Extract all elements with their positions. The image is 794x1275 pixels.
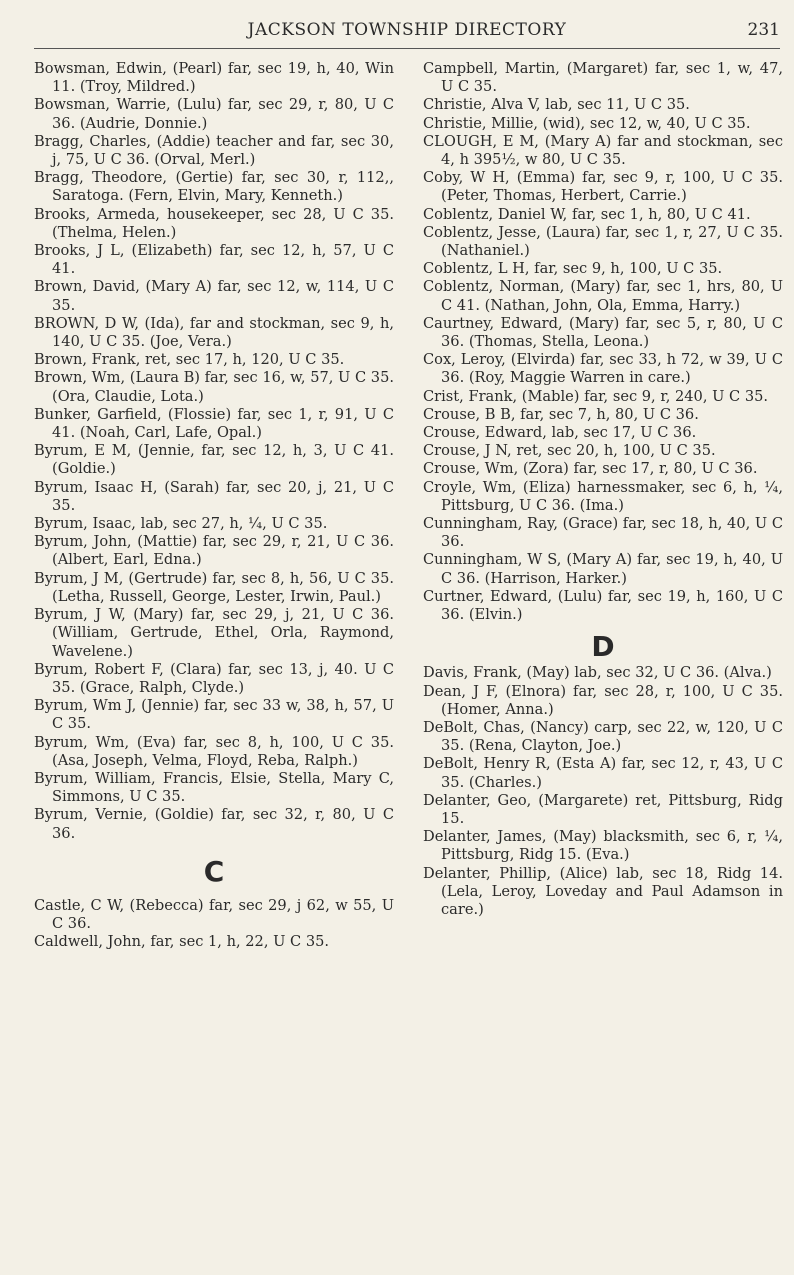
directory-entry: Cox, Leroy, (Elvirda) far, sec 33, h 72, w 39, U C 36. (Roy, Maggie Warren in care.) [423, 351, 783, 387]
directory-entry: Bowsman, Edwin, (Pearl) far, sec 19, h, 40, Win 11. (Troy, Mildred.) [34, 60, 394, 96]
directory-entry: Bragg, Theodore, (Gertie) far, sec 30, r, 112,, Saratoga. (Fern, Elvin, Mary, Kenneth.) [34, 169, 394, 205]
directory-entry: Crouse, B B, far, sec 7, h, 80, U C 36. [423, 405, 699, 423]
directory-entry: DeBolt, Chas, (Nancy) carp, sec 22, w, 120, U C 35. (Rena, Clayton, Joe.) [423, 718, 783, 755]
entries-b-list [34, 60, 394, 843]
right-column [423, 60, 783, 919]
directory-entry: Campbell, Martin, (Margaret) far, sec 1, w, 47, U C 35. [423, 60, 783, 96]
directory-entry: Coblentz, Jesse, (Laura) far, sec 1, r, 27, U C 35. (Nathaniel.) [423, 223, 783, 260]
entries-c-list [34, 897, 394, 952]
directory-entry: Christie, Alva V, lab, sec 11, U C 35. [423, 96, 690, 114]
directory-entry: Delanter, Geo, (Margarete) ret, Pittsburg, Ridg 15. [423, 791, 783, 827]
directory-entry: Castle, C W, (Rebecca) far, sec 29, j 62, w 55, U C 36. [34, 896, 394, 932]
directory-entry: Brooks, Armeda, housekeeper, sec 28, U C 35. (Thelma, Helen.) [34, 205, 394, 241]
directory-entry: Bowsman, Warrie, (Lulu) far, sec 29, r, 80, U C 36. (Audrie, Donnie.) [34, 96, 394, 132]
directory-entry: Curtner, Edward, (Lulu) far, sec 19, h, 160, U C 36. (Elvin.) [423, 587, 783, 624]
directory-entry: Bunker, Garfield, (Flossie) far, sec 1, r, 91, U C 41. (Noah, Carl, Lafe, Opal.) [34, 405, 394, 442]
directory-entry: Brown, Frank, ret, sec 17, h, 120, U C 35. [34, 351, 345, 369]
page-number: 231 [747, 20, 780, 40]
directory-entry: Bragg, Charles, (Addie) teacher and far, sec 30, j, 75, U C 36. (Orval, Merl.) [34, 132, 394, 169]
entries-d-list [423, 664, 783, 919]
directory-entry: Dean, J F, (Elnora) far, sec 28, r, 100, U C 35. (Homer, Anna.) [423, 682, 783, 718]
directory-entry: Byrum, William, Francis, Elsie, Stella, Mary C, Simmons, U C 35. [34, 769, 394, 806]
directory-entry: Crouse, J N, ret, sec 20, h, 100, U C 35. [423, 442, 716, 460]
directory-entry: Byrum, Isaac, lab, sec 27, h, ¼, U C 35. [34, 515, 328, 533]
directory-entry: Davis, Frank, (May) lab, sec 32, U C 36. (Alva.) [423, 664, 772, 682]
section-letter-d: D [591, 630, 615, 664]
directory-entry: Coblentz, Norman, (Mary) far, sec 1, hrs, 80, U C 41. (Nathan, John, Ola, Emma, Harry.) [423, 278, 783, 314]
directory-entry: Christie, Millie, (wid), sec 12, w, 40, U C 35. [423, 114, 751, 132]
directory-entry: Byrum, Wm, (Eva) far, sec 8, h, 100, U C 35. (Asa, Joseph, Velma, Floyd, Reba, Ralph.) [34, 733, 394, 769]
left-column [34, 60, 394, 951]
directory-entry: Crouse, Wm, (Zora) far, sec 17, r, 80, U C 36. [423, 460, 758, 478]
entries-c-continued-list [423, 60, 783, 624]
directory-entry: Coblentz, Daniel W, far, sec 1, h, 80, U C 41. [423, 205, 751, 223]
directory-entry: Byrum, John, (Mattie) far, sec 29, r, 21, U C 36. (Albert, Earl, Edna.) [34, 533, 394, 569]
directory-entry: BROWN, D W, (Ida), far and stockman, sec 9, h, 140, U C 35. (Joe, Vera.) [34, 314, 394, 351]
page-title: JACKSON TOWNSHIP DIRECTORY [247, 20, 567, 40]
directory-entry: Coby, W H, (Emma) far, sec 9, r, 100, U C 35. (Peter, Thomas, Herbert, Carrie.) [423, 169, 783, 205]
directory-entry: Brown, Wm, (Laura B) far, sec 16, w, 57, U C 35. (Ora, Claudie, Lota.) [34, 369, 395, 405]
page-header [34, 16, 780, 49]
directory-entry: Caldwell, John, far, sec 1, h, 22, U C 35. [34, 933, 330, 951]
directory-entry: Coblentz, L H, far, sec 9, h, 100, U C 35. [423, 260, 723, 278]
directory-entry: Cunningham, W S, (Mary A) far, sec 19, h, 40, U C 36. (Harrison, Harker.) [423, 551, 783, 587]
section-letter-c: C [203, 854, 225, 888]
directory-entry: Caurtney, Edward, (Mary) far, sec 5, r, 80, U C 36. (Thomas, Stella, Leona.) [423, 314, 783, 351]
directory-entry: Crist, Frank, (Mable) far, sec 9, r, 240, U C 35. [423, 387, 769, 405]
directory-entry: Brown, David, (Mary A) far, sec 12, w, 114, U C 35. [34, 278, 394, 314]
directory-entry: Croyle, Wm, (Eliza) harnessmaker, sec 6, h, ¼, Pittsburg, U C 36. (Ima.) [423, 478, 783, 514]
directory-entry: Byrum, Robert F, (Clara) far, sec 13, j, 40. U C 35. (Grace, Ralph, Clyde.) [34, 660, 394, 696]
directory-entry: Delanter, James, (May) blacksmith, sec 6, r, ¼, Pittsburg, Ridg 15. (Eva.) [423, 828, 783, 864]
directory-entry: Byrum, Vernie, (Goldie) far, sec 32, r, 80, U C 36. [34, 806, 394, 842]
directory-entry: DeBolt, Henry R, (Esta A) far, sec 12, r, 43, U C 35. (Charles.) [423, 755, 783, 791]
directory-entry: Delanter, Phillip, (Alice) lab, sec 18, Ridg 14. (Lela, Leroy, Loveday and Paul Adamson in care.) [423, 864, 783, 918]
directory-entry: Byrum, J M, (Gertrude) far, sec 8, h, 56, U C 35. (Letha, Russell, George, Lester, Irwin, Paul.) [34, 569, 394, 605]
directory-entry: CLOUGH, E M, (Mary A) far and stockman, sec 4, h 395½, w 80, U C 35. [423, 132, 783, 169]
directory-entry: Cunningham, Ray, (Grace) far, sec 18, h, 40, U C 36. [423, 515, 783, 551]
directory-entry: Brooks, J L, (Elizabeth) far, sec 12, h, 57, U C 41. [34, 242, 394, 278]
directory-entry: Crouse, Edward, lab, sec 17, U C 36. [423, 424, 697, 442]
directory-entry: Byrum, Wm J, (Jennie) far, sec 33 w, 38, h, 57, U C 35. [34, 697, 394, 733]
directory-entry: Byrum, E M, (Jennie, far, sec 12, h, 3, U C 41. (Goldie.) [34, 442, 394, 478]
directory-entry: Byrum, J W, (Mary) far, sec 29, j, 21, U C 36. (William, Gertrude, Ethel, Orla, Raymond, Wavelene.) [34, 606, 394, 660]
directory-entry: Byrum, Isaac H, (Sarah) far, sec 20, j, 21, U C 35. [34, 478, 394, 514]
